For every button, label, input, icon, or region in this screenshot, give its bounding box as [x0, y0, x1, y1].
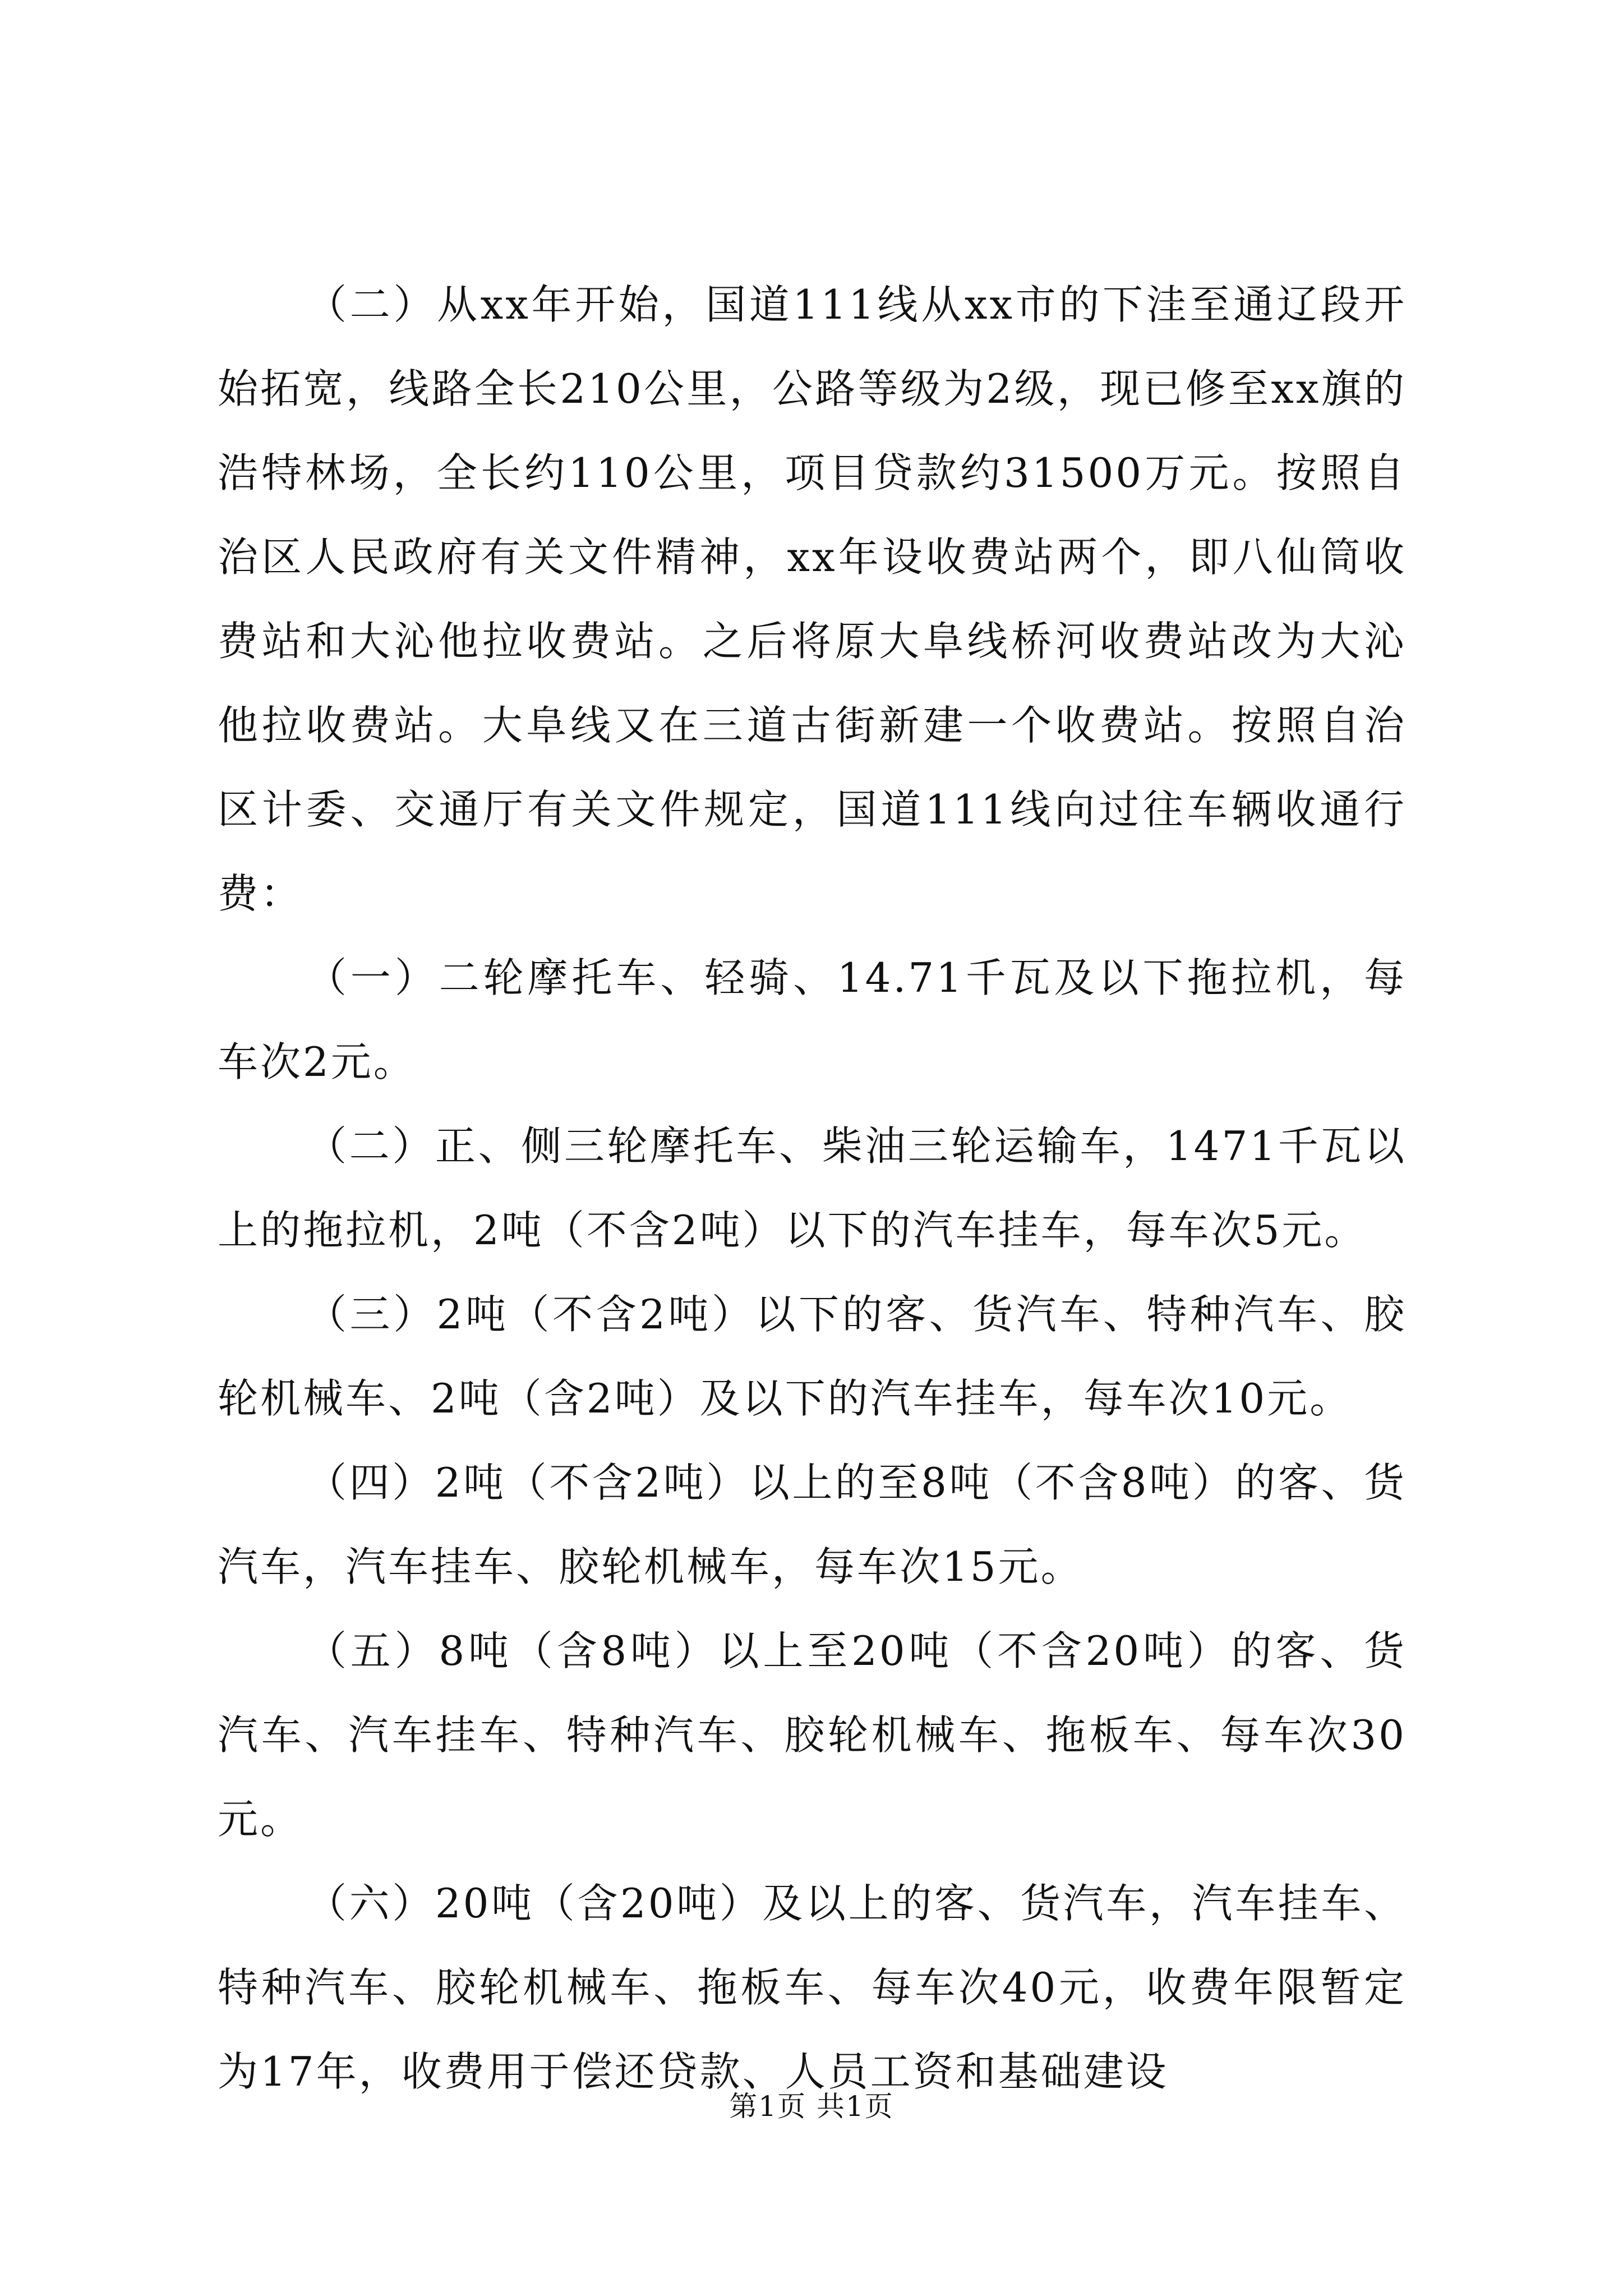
paragraph-intro: （二）从xx年开始，国道111线从xx市的下洼至通辽段开始拓宽，线路全长210公里，公路等级为2级，现已修至xx旗的浩特林场，全长约110公里，项目贷款约31500万元。按照自治区人民政府有关文件精神，xx年设收费站两个，即八仙筒收费站和大沁他拉收费站。之后将原大阜线桥河收费站改为大沁他拉收费站。大阜线又在三道古街新建一个收费站。按照自治区计委、交通厅有关文件规定，国道111线向过往车辆收通行费： — [218, 281, 1407, 917]
paragraph-item-5: （五）8吨（含8吨）以上至20吨（不含20吨）的客、货汽车、汽车挂车、特种汽车、胶轮机械车、拖板车、每车次30元。 — [218, 1627, 1407, 1843]
paragraph-item-3: （三）2吨（不含2吨）以下的客、货汽车、特种汽车、胶轮机械车、2吨（含2吨）及以下的汽车挂车，每车次10元。 — [218, 1291, 1407, 1422]
paragraph-item-1: （一）二轮摩托车、轻骑、14.71千瓦及以下拖拉机，每车次2元。 — [218, 954, 1407, 1085]
paragraph-item-6: （六）20吨（含20吨）及以上的客、货汽车，汽车挂车、特种汽车、胶轮机械车、拖板车、每车次40元，收费年限暂定为17年，收费用于偿还贷款、人员工资和基础建设 — [218, 1880, 1407, 2095]
document-body — [218, 263, 1407, 2114]
page-footer: 第1页 共1页 — [729, 2090, 894, 2123]
paragraph-item-2: （二）正、侧三轮摩托车、柴油三轮运输车，1471千瓦以上的拖拉机，2吨（不含2吨）以下的汽车挂车，每车次5元。 — [218, 1122, 1407, 1254]
paragraph-item-4: （四）2吨（不含2吨）以上的至8吨（不含8吨）的客、货汽车，汽车挂车、胶轮机械车，每车次15元。 — [218, 1459, 1407, 1590]
